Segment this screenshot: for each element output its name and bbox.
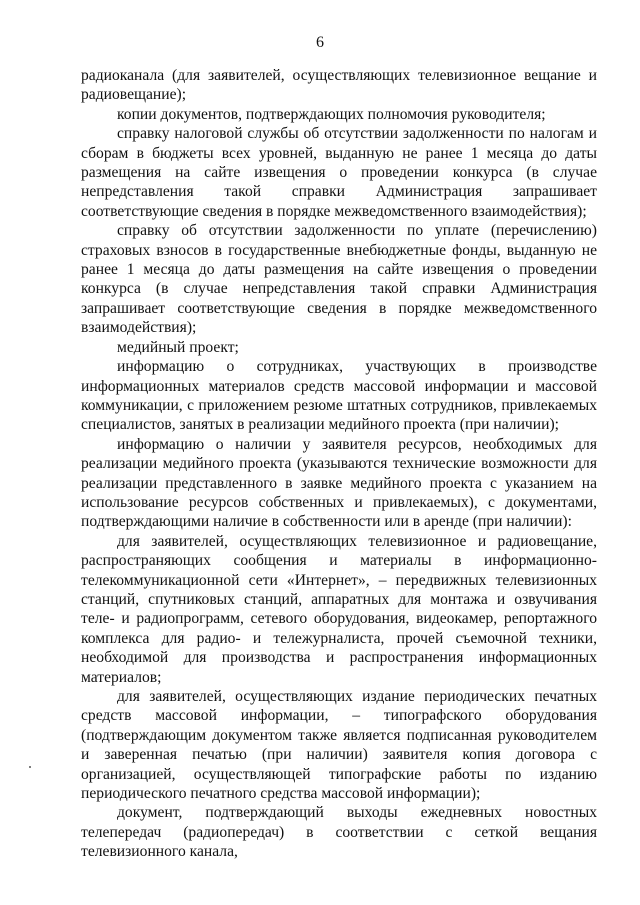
page-number: 6: [316, 34, 324, 51]
paragraph-tax-certificate: справку налоговой службы об отсутствии задолженности по налогам и сборам в бюджеты всех уровней, выданную не ранее 1 месяца до даты размещения на сайте извещения о проведении конкурса (в случае непредставления такой справки Администрация запрашивает соответствующие сведения в порядке межведомственного взаимодействия);: [81, 125, 597, 220]
paragraph-media-project: медийный проект;: [117, 338, 239, 356]
paragraph-insurance-certificate: справку об отсутствии задолженности по уплате (перечислению) страховых взносов в государственные внебюджетные фонды, выданную не ранее 1 месяца до даты размещения на сайте извещения о проведении конкурса (в случае непредставления такой справки Администрация запрашивает соответствующие сведения в порядке межведомственного взаимодействия);: [81, 222, 597, 337]
paragraph-print-media-equipment: для заявителей, осуществляющих издание периодических печатных средств массовой информации, – типографского оборудования (подтверждающим документом также является подписанная руководителем и заверенная печатью (при наличии) заявителя копия договора с организацией, осуществляющей типографские работы по изданию периодического печатного средства массовой информации);: [81, 688, 597, 803]
paragraph-resources-information: информацию о наличии у заявителя ресурсов, необходимых для реализации медийного проекта (указываются технические возможности для реализации представленного в заявке медийного проекта с указанием на использование ресурсов собственных и привлекаемых), с документами, подтверждающими наличие в собственности или в аренде (при наличии):: [81, 435, 597, 531]
paragraph-authority-documents: копии документов, подтверждающих полномочия руководителя;: [117, 105, 546, 123]
paragraph-news-broadcast-document: документ, подтверждающий выходы ежедневных новостных телепередач (радиопередач) в соответствии с сеткой вещания телевизионного канала,: [81, 804, 597, 861]
paragraph-radiochannel-continuation: радиоканала (для заявителей, осуществляющих телевизионное вещание и радиовещание);: [81, 67, 597, 104]
margin-speck: [29, 766, 31, 768]
paragraph-staff-information: информацию о сотрудниках, участвующих в производстве информационных материалов средств массовой информации и массовой коммуникации, с приложением резюме штатных сотрудников, привлекаемых специалистов, занятых в реализации медийного проекта (при наличии);: [81, 358, 597, 434]
document-body: [81, 66, 597, 862]
paragraph-broadcasters-equipment: для заявителей, осуществляющих телевизионное и радиовещание, распространяющих сообщения и материалы в информационно-телекоммуникационной сети «Интернет», – передвижных телевизионных станций, спутниковых станций, аппаратных для монтажа и озвучивания теле- и радиопрограмм, сетевого оборудования, видеокамер, репортажного комплекса для радио- и тележурналиста, прочей съемочной техники, необходимой для производства и распространения информационных материалов;: [81, 532, 597, 686]
